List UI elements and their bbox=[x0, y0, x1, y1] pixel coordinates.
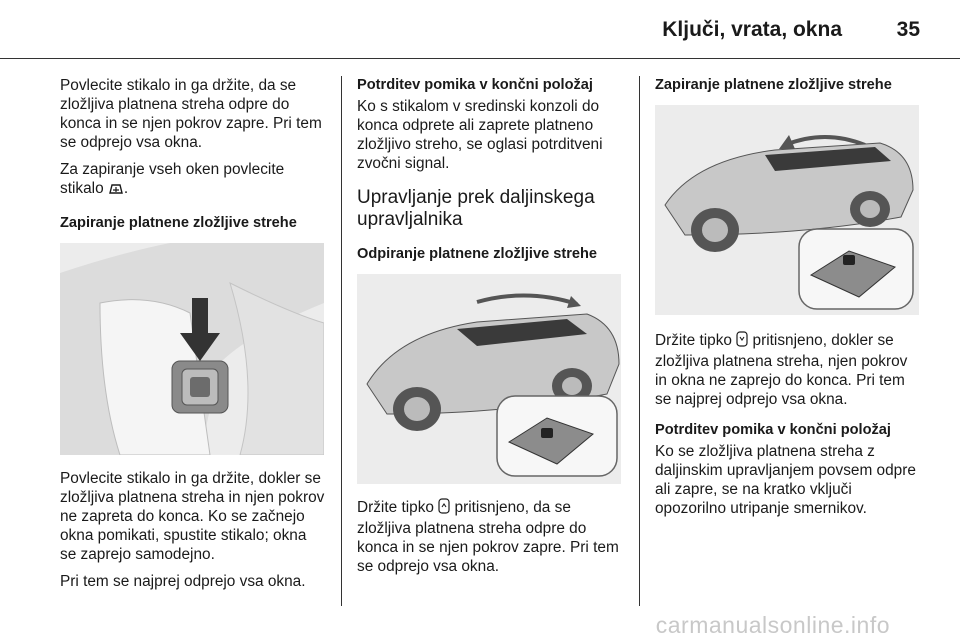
heading-confirm-end-position-1: Potrditev pomika v končni položaj bbox=[357, 77, 593, 93]
heading-confirm-end-position-2: Potrditev pomika v končni položaj bbox=[655, 422, 891, 438]
roof-open-button-icon bbox=[438, 498, 450, 519]
column-3 bbox=[655, 76, 920, 526]
heading-close-roof-1: Zapiranje platnene zložljive strehe bbox=[60, 215, 297, 231]
paragraph-close-windows bbox=[60, 160, 325, 200]
paragraph-close-roof-remote-text: Držite tipko bbox=[655, 332, 737, 349]
paragraph-close-roof-remote bbox=[655, 331, 920, 409]
column-divider-1 bbox=[341, 76, 342, 606]
heading-open-roof-remote: Odpiranje platnene zložljive strehe bbox=[357, 246, 598, 262]
car-close-roof-illustration bbox=[655, 105, 919, 315]
paragraph-pull-switch: Povlecite stikalo in ga držite, da se zložljiva platnena streha odpre do konca in se njen pokrov zapre. Pri tem se odprejo vsa okna. bbox=[60, 77, 322, 151]
watermark: carmanualsonline.info bbox=[655, 612, 890, 638]
column-1 bbox=[60, 76, 325, 599]
paragraph-open-roof-remote-suffix: pritisnjeno, da se zložljiva platnena streha odpre do konca in se njen pokrov zapre. Pri tem se odprejo vsa okna. bbox=[357, 499, 619, 575]
page-header bbox=[0, 0, 960, 60]
paragraph-confirm-signal: Ko s stikalom v sredinski konzoli do konca odprete ali zaprete platneno zložljivo streho, se oglasi potrditveni zvočni signal. bbox=[357, 98, 603, 172]
paragraph-close-windows-text: Za zapiranje vseh oken povlecite stikalo bbox=[60, 161, 285, 197]
header-rule bbox=[0, 58, 960, 59]
paragraph-open-roof-remote-text: Držite tipko bbox=[357, 499, 439, 516]
window-switch-icon bbox=[108, 181, 124, 200]
car-open-roof-illustration bbox=[357, 274, 621, 484]
heading-close-roof-remote: Zapiranje platnene zložljive strehe bbox=[655, 77, 892, 93]
paragraph-hazard-flash: Ko se zložljiva platnena streha z daljinskim upravljanjem povsem odpre ali zapre, se na kratko vključi opozorilno utripanje smernikov. bbox=[655, 443, 916, 517]
paragraph-open-roof-remote bbox=[357, 498, 622, 576]
paragraph-windows-open-first: Pri tem se najprej odprejo vsa okna. bbox=[60, 573, 306, 590]
section-title-remote: Upravljanje prek daljinskega upravljalnika bbox=[357, 187, 595, 230]
column-divider-2 bbox=[639, 76, 640, 606]
console-switch-illustration bbox=[60, 243, 324, 455]
paragraph-close-roof-instructions: Povlecite stikalo in ga držite, dokler se zložljiva platnena streha in njen pokrov ne zapreta do konca. Ko se začnejo okna pomikati, spustite stikalo; okna se zaprejo samodejno. bbox=[60, 470, 325, 563]
column-2 bbox=[357, 76, 622, 584]
paragraph-close-windows-suffix: . bbox=[123, 180, 129, 197]
page-number: 35 bbox=[896, 18, 920, 41]
roof-close-button-icon bbox=[736, 331, 748, 352]
paragraph-close-roof-remote-suffix: pritisnjeno, dokler se zložljiva platnena streha, njen pokrov in okna ne zaprejo do konca. Pri tem se najprej odprejo vsa okna. bbox=[655, 332, 908, 408]
header-title: Ključi, vrata, okna bbox=[662, 18, 842, 41]
